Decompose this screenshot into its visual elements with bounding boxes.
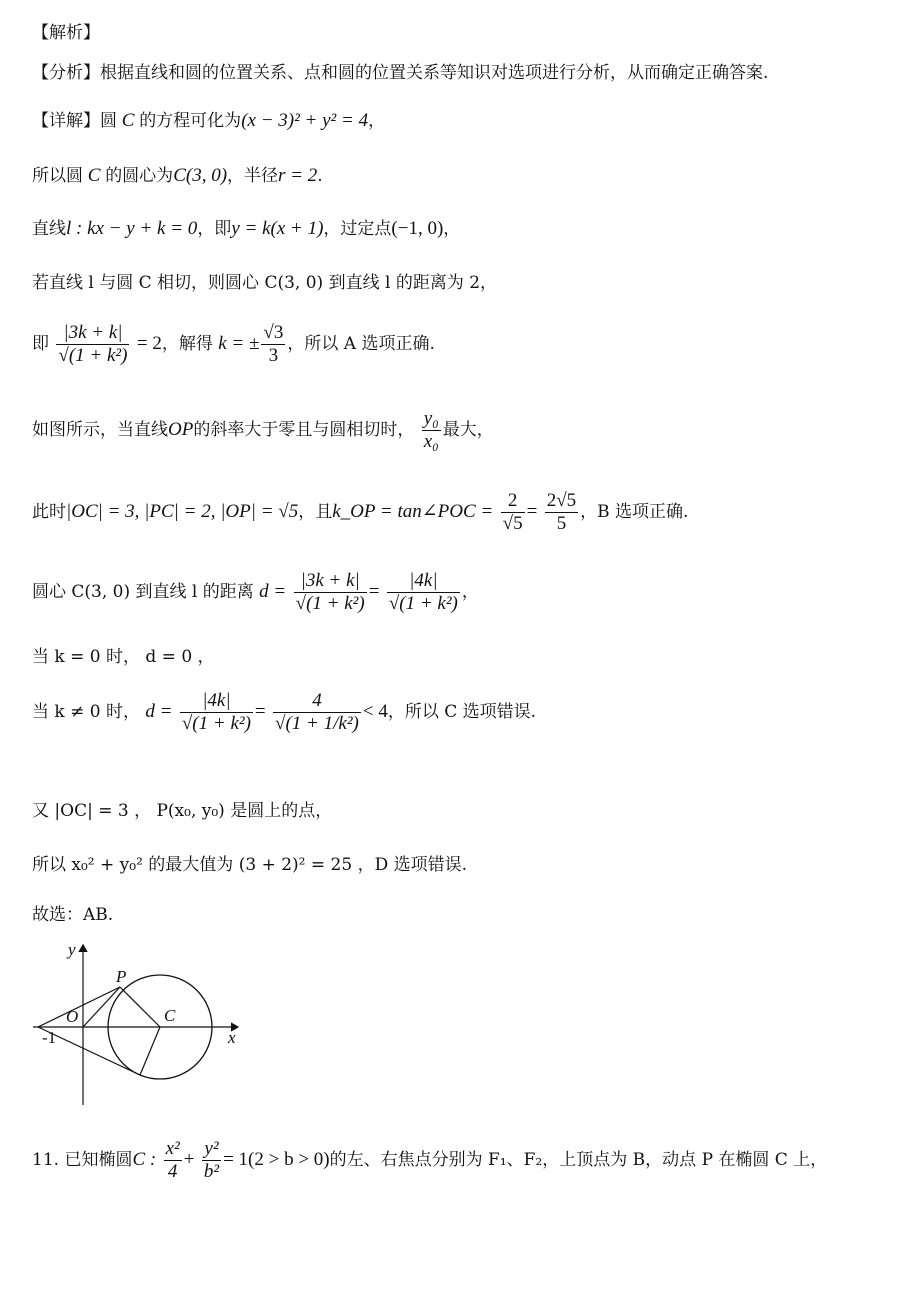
- math: =: [368, 580, 380, 602]
- fraction: [202, 1138, 221, 1183]
- math-circle-equation: (x − 3)² + y² = 4: [241, 110, 369, 131]
- detail-line-circle-equation: [32, 106, 385, 132]
- text: ，所以 C 选项错误.: [387, 701, 537, 722]
- solve-line: [32, 322, 435, 367]
- text: ，过定点: [323, 219, 392, 239]
- answer-line: 故选：AB.: [32, 905, 114, 925]
- k-zero-case: 当 k = 0 时， d = 0 ，: [32, 647, 215, 667]
- math: +: [183, 1148, 195, 1170]
- numerator: 2: [501, 490, 525, 513]
- math: C :: [132, 1148, 157, 1170]
- fraction: [273, 690, 361, 735]
- math: |OC| = 3, |PC| = 2, |OP| = √5: [66, 500, 299, 522]
- math: OP: [168, 418, 194, 440]
- segment-pc: [120, 987, 160, 1027]
- math: d =: [145, 700, 173, 722]
- fraction: [294, 570, 367, 615]
- text: ，: [461, 581, 479, 602]
- numerator: 4: [273, 690, 361, 713]
- text: ，解得: [161, 333, 213, 354]
- denominator: 4: [167, 1160, 178, 1182]
- text: 当 k ≠ 0 时，: [32, 701, 140, 722]
- next-question: [32, 1138, 827, 1183]
- text: 的左、右焦点分别为 F₁、F₂，上顶点为 B，动点 P 在椭圆 C 上，: [329, 1149, 828, 1170]
- fraction: [261, 322, 285, 367]
- denominator: 3: [268, 344, 279, 366]
- analysis-paragraph: 【分析】根据直线和圆的位置关系、点和圆的位置关系等知识对选项进行分析，从而确定正确答案.: [32, 63, 769, 83]
- numerator: |3k + k|: [294, 570, 367, 593]
- section-title: 【解析】: [32, 23, 100, 43]
- fraction: [422, 408, 441, 453]
- text: 直线: [32, 219, 66, 239]
- point-on-circle-line: 又 |OC| = 3 ， P(x₀, y₀) 是圆上的点，: [32, 801, 333, 821]
- fraction: [164, 1138, 182, 1183]
- denominator: √(1 + k²): [295, 592, 365, 614]
- numerator: 2√5: [546, 490, 577, 511]
- maximum-value-line: 所以 x₀² + y₀² 的最大值为 (3 + 2)² = 25 ，D 选项错误.: [32, 855, 468, 875]
- label-c: C: [164, 1006, 176, 1025]
- text: ，B 选项正确.: [580, 501, 689, 522]
- fraction: [387, 570, 460, 615]
- text: 11. 已知椭圆: [32, 1149, 133, 1170]
- denominator: √(1 + k²): [58, 344, 128, 366]
- circle-tangent-figure: [28, 935, 248, 1115]
- tangent-condition: 若直线 l 与圆 C 相切，则圆心 C(3, 0) 到直线 l 的距离为 2，: [32, 273, 498, 293]
- math-center: C(3, 0): [173, 165, 228, 186]
- math: = 1(2 > b > 0): [223, 1148, 330, 1170]
- denominator: √(1 + 1/k²): [275, 712, 359, 734]
- math-c: C: [83, 165, 106, 186]
- math-fixed-point: (−1, 0): [391, 218, 444, 239]
- math: =: [526, 500, 538, 522]
- detail-label: 【详解】: [32, 111, 100, 131]
- numerator: y₀: [423, 408, 439, 429]
- text: 所以圆: [32, 166, 83, 186]
- text: ，: [443, 219, 461, 239]
- numerator: x²: [165, 1138, 180, 1159]
- denominator: x₀: [423, 430, 439, 452]
- text: 如图所示，当直线: [32, 419, 168, 440]
- denominator: √(1 + k²): [388, 592, 458, 614]
- numerator: √3: [263, 322, 284, 343]
- text: 即: [32, 333, 49, 354]
- math-line-slope: y = k(x + 1): [231, 218, 324, 239]
- center-radius-line: [32, 161, 323, 187]
- text: ，: [368, 111, 386, 131]
- label-y: y: [68, 940, 76, 959]
- text: 最大，: [442, 419, 494, 440]
- math-c: C: [117, 110, 140, 131]
- denominator: 5: [556, 512, 567, 534]
- denominator: b²: [203, 1160, 220, 1182]
- fraction: [180, 690, 253, 735]
- math-line: l : kx − y + k = 0: [66, 218, 198, 239]
- text: 圆心 C(3, 0) 到直线 l 的距离: [32, 581, 254, 602]
- text: .: [317, 166, 323, 186]
- numerator: y²: [202, 1138, 221, 1161]
- fraction: [56, 322, 129, 367]
- text: 的圆心为: [105, 166, 174, 186]
- label-p: P: [116, 967, 127, 986]
- text: ，所以 A 选项正确.: [287, 333, 435, 354]
- math: k_OP = tan∠POC =: [332, 500, 494, 522]
- numerator: |4k|: [387, 570, 460, 593]
- fraction: [501, 490, 525, 535]
- line-equation: [32, 214, 460, 240]
- math: k = ±: [218, 332, 260, 354]
- math-radius: r = 2: [278, 165, 318, 186]
- segment-op: [83, 987, 120, 1027]
- text: ，半径: [227, 166, 279, 186]
- distance-line: [32, 570, 479, 615]
- text: ，即: [197, 219, 232, 239]
- text: ，且: [298, 501, 333, 522]
- figure-explanation: [32, 408, 494, 453]
- numerator: |3k + k|: [56, 322, 129, 345]
- denominator: √5: [502, 512, 523, 534]
- fraction: [545, 490, 578, 535]
- slope-line: [32, 490, 688, 535]
- label-minus-one: -1: [42, 1028, 57, 1047]
- label-x: x: [228, 1028, 236, 1047]
- label-o: O: [66, 1007, 79, 1026]
- numerator: |4k|: [180, 690, 253, 713]
- k-nonzero-case: [32, 690, 536, 735]
- text: 的方程可化为: [139, 111, 242, 131]
- math: = 2: [136, 332, 162, 354]
- math: d =: [259, 580, 287, 602]
- text: 的斜率大于零且与圆相切时，: [193, 419, 415, 440]
- text: 圆: [100, 111, 117, 131]
- segment-c-lower: [140, 1027, 160, 1075]
- denominator: √(1 + k²): [181, 712, 251, 734]
- math: < 4: [362, 700, 388, 722]
- math: =: [254, 700, 266, 722]
- text: 此时: [32, 501, 66, 522]
